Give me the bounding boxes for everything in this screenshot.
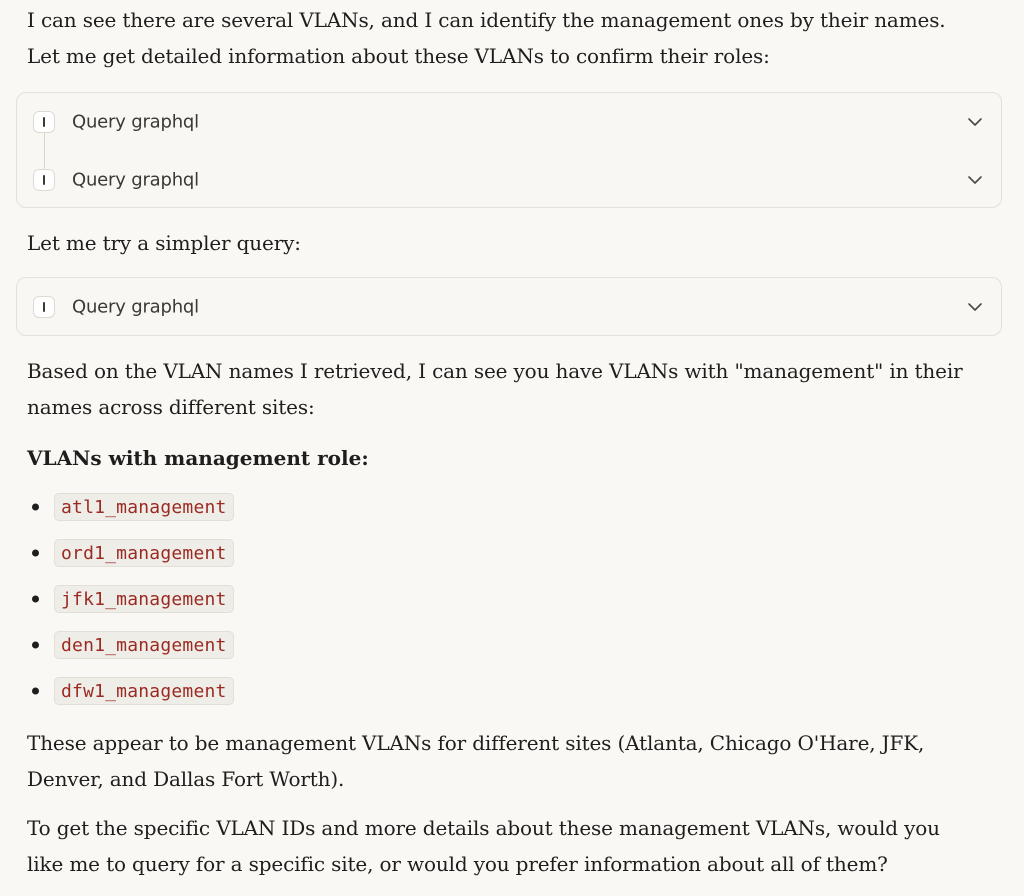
tool-call-label: Query graphql [72, 296, 199, 318]
simpler-line-1: Let me try a simpler query: [27, 231, 301, 255]
intro-paragraph [27, 2, 967, 74]
simpler-query-paragraph [27, 225, 967, 261]
vlan-code: atl1_management [54, 493, 234, 521]
tool-call-group-2 [16, 277, 1002, 336]
bullet-icon [32, 504, 39, 511]
tool-icon [33, 169, 55, 191]
explanation-paragraph [27, 725, 967, 797]
vlan-code: ord1_management [54, 539, 234, 567]
bullet-icon [32, 642, 39, 649]
based-line-1: Based on the VLAN names I retrieved, I can see you have VLANs with "management" in their [27, 359, 963, 383]
explain-line-2: Denver, and Dallas Fort Worth). [27, 767, 345, 791]
tool-call-row[interactable] [17, 151, 1001, 209]
bullet-icon [32, 688, 39, 695]
chevron-down-icon[interactable] [967, 117, 983, 127]
chevron-down-icon[interactable] [967, 302, 983, 312]
tool-call-label: Query graphql [72, 169, 199, 191]
chevron-down-icon[interactable] [967, 175, 983, 185]
intro-line-1: I can see there are several VLANs, and I can identify the management ones by their names. [27, 8, 946, 32]
vlan-heading: VLANs with management role: [27, 446, 369, 470]
bullet-icon [32, 550, 39, 557]
vlan-code: dfw1_management [54, 677, 234, 705]
vlan-code: den1_management [54, 631, 234, 659]
based-paragraph [27, 353, 967, 425]
tool-icon [33, 296, 55, 318]
bullet-icon [32, 596, 39, 603]
intro-line-2: Let me get detailed information about these VLANs to confirm their roles: [27, 44, 770, 68]
question-line-2: like me to query for a specific site, or would you prefer information about all of them? [27, 852, 888, 876]
tool-icon [33, 111, 55, 133]
tool-call-row[interactable] [17, 93, 1001, 151]
tool-call-row[interactable] [17, 278, 1001, 336]
tool-call-label: Query graphql [72, 111, 199, 133]
based-line-2: names across different sites: [27, 395, 315, 419]
question-paragraph [27, 810, 967, 882]
vlan-code: jfk1_management [54, 585, 234, 613]
explain-line-1: These appear to be management VLANs for different sites (Atlanta, Chicago O'Hare, JFK, [27, 731, 925, 755]
tool-call-group-1 [16, 92, 1002, 208]
question-line-1: To get the specific VLAN IDs and more details about these management VLANs, would you [27, 816, 940, 840]
